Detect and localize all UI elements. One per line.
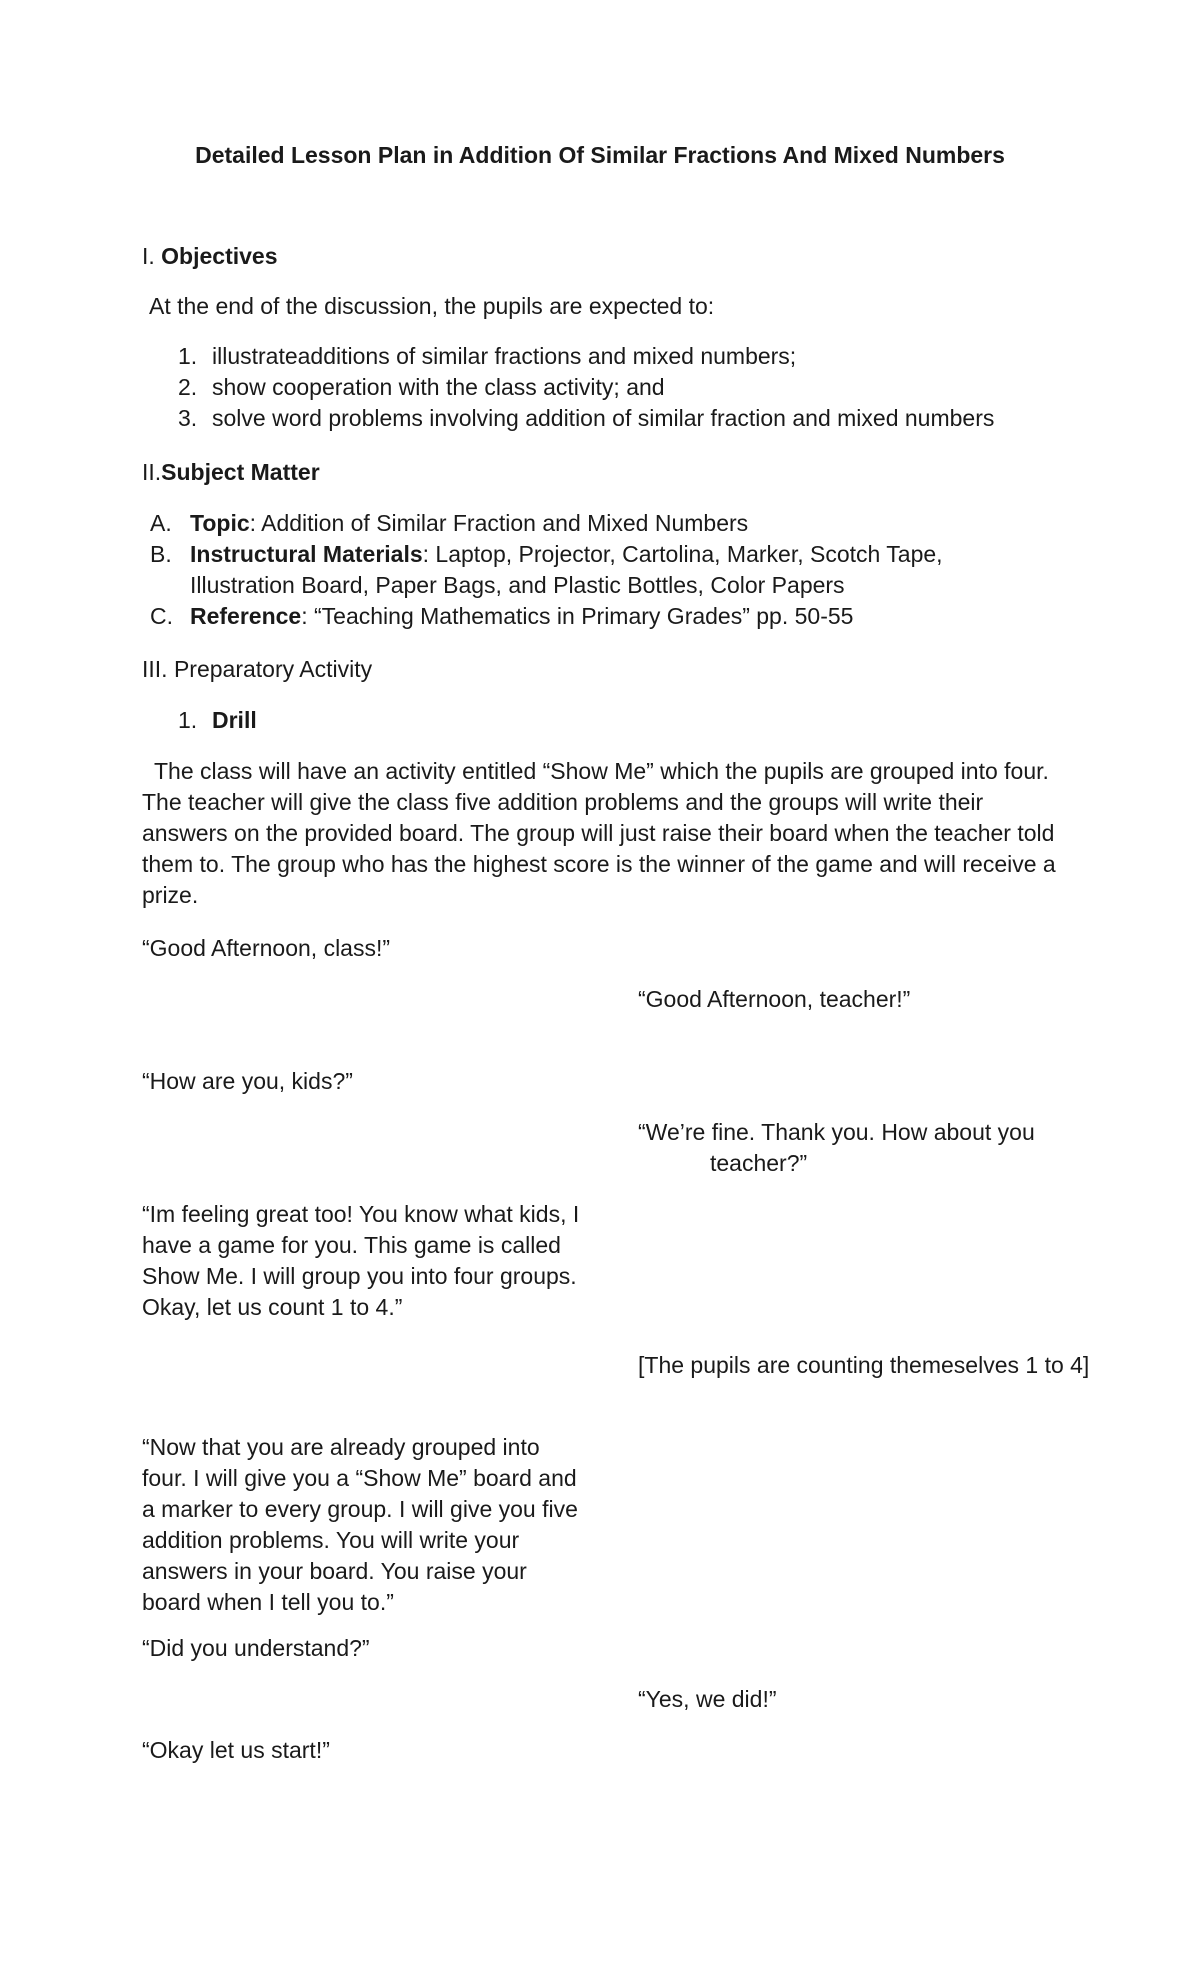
subject-matter-list	[142, 508, 1022, 632]
subject-item-materials	[142, 539, 980, 601]
subject-matter-heading	[142, 457, 1062, 488]
teacher-line: “Now that you are already grouped into four. I will give you a “Show Me” board and a marker to every group. I will give you five addition problems. You will write your answers in your board. You raise your board when I tell you to.”	[142, 1434, 578, 1615]
pupil-line: “Yes, we did!”	[638, 1686, 777, 1712]
teacher-line: “Did you understand?”	[142, 1635, 370, 1661]
teacher-line: “Im feeling great too! You know what kids, I have a game for you. This game is called Show Me. I will group you into four groups. Okay, let us count 1 to 4.”	[142, 1201, 580, 1320]
drill-label: Drill	[212, 707, 257, 733]
pupil-line: “We’re fine. Thank you. How about you teacher?”	[638, 1119, 1035, 1176]
list-marker: 3.	[178, 405, 198, 431]
subject-item-topic	[142, 508, 1022, 539]
subject-item-reference	[142, 601, 1022, 632]
objective-item	[142, 341, 1062, 372]
list-marker: 1.	[178, 707, 198, 733]
objective-item	[142, 403, 1062, 434]
objective-text: show cooperation with the class activity; and	[212, 374, 665, 400]
page-title: Detailed Lesson Plan in Addition Of Similar Fractions And Mixed Numbers	[195, 142, 1005, 168]
preparatory-heading: III. Preparatory Activity	[142, 656, 373, 682]
subject-matter-numeral: II.	[142, 459, 162, 485]
list-marker: 1.	[178, 343, 198, 369]
list-marker: B.	[150, 541, 172, 567]
objectives-numeral: I.	[142, 243, 162, 269]
list-marker: A.	[150, 510, 172, 536]
reference-label: Reference	[190, 603, 302, 629]
objective-text: solve word problems involving addition of similar fraction and mixed numbers	[212, 405, 995, 431]
drill-heading	[142, 705, 1062, 736]
objectives-heading	[142, 241, 1062, 272]
list-marker: 2.	[178, 374, 198, 400]
materials-label: Instructural Materials	[190, 541, 423, 567]
pupil-line: [The pupils are counting themeselves 1 to 4]	[638, 1352, 1090, 1378]
objectives-intro: At the end of the discussion, the pupils are expected to:	[149, 293, 715, 319]
drill-item	[142, 705, 1062, 736]
objective-text: illustrateadditions of similar fractions and mixed numbers;	[212, 343, 797, 369]
objectives-list	[142, 341, 1062, 434]
subject-matter-heading-text: Subject Matter	[161, 459, 320, 485]
topic-text: : Addition of Similar Fraction and Mixed Numbers	[249, 510, 749, 536]
drill-paragraph: The class will have an activity entitled “Show Me” which the pupils are grouped into four. The teacher will give the class five addition problems and the groups will write their answers on the provided board. The group will just raise their board when the teacher told them to. The group who has the highest score is the winner of the game and will receive a prize.	[142, 758, 1056, 908]
objectives-heading-text: Objectives	[161, 243, 278, 269]
topic-label: Topic	[190, 510, 250, 536]
pupil-line: “Good Afternoon, teacher!”	[638, 986, 911, 1012]
materials-text: : Laptop, Projector, Cartolina, Marker, Scotch Tape, Illustration Board, Paper Bags, and Plastic Bottles, Color Papers	[190, 541, 943, 598]
list-marker: C.	[150, 603, 173, 629]
teacher-line: “Okay let us start!”	[142, 1737, 330, 1763]
objective-item	[142, 372, 1062, 403]
reference-text: : “Teaching Mathematics in Primary Grades” pp. 50-55	[301, 603, 854, 629]
teacher-line: “Good Afternoon, class!”	[142, 935, 391, 961]
teacher-line: “How are you, kids?”	[142, 1068, 353, 1094]
